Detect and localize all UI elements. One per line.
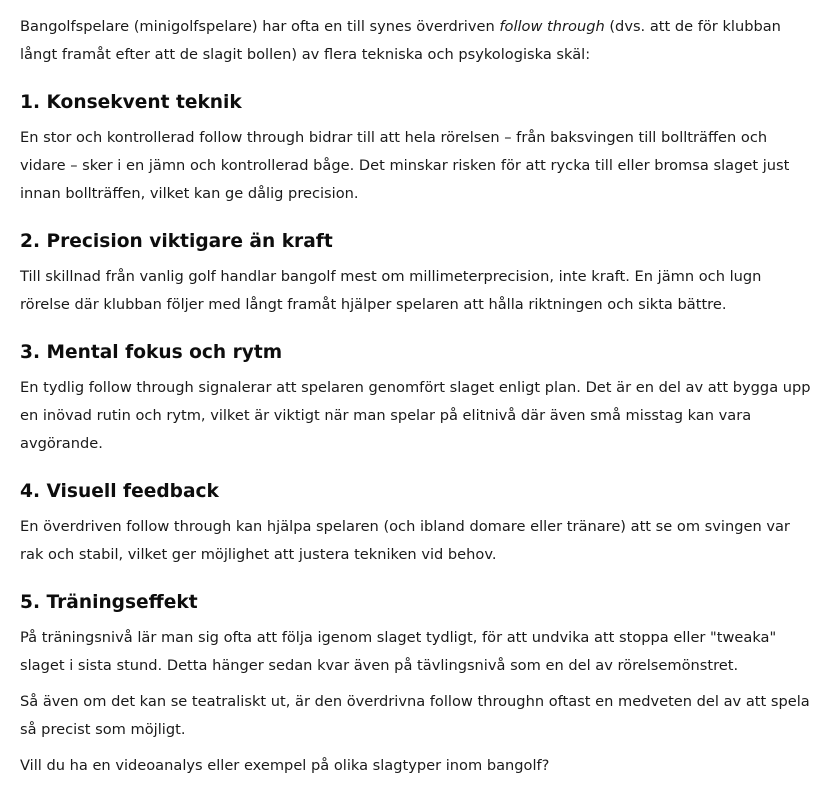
intro-emphasis: follow through bbox=[499, 18, 605, 35]
closing-summary: Så även om det kan se teatraliskt ut, är den överdrivna follow throughn oftast en medveten del av att spela så precist som möjligt. bbox=[20, 693, 810, 738]
section-heading-5: 5. Träningseffekt bbox=[20, 592, 198, 613]
intro-paragraph bbox=[20, 13, 812, 69]
section-body-5: På träningsnivå lär man sig ofta att följa igenom slaget tydligt, för att undvika att stoppa eller "tweaka" slaget i sista stund. Detta hänger sedan kvar även på tävlingsnivå som en del av rörelsemönstret. bbox=[20, 629, 777, 674]
section-heading-4: 4. Visuell feedback bbox=[20, 481, 219, 502]
intro-text-before: Bangolfspelare (minigolfspelare) har ofta en till synes överdriven bbox=[20, 18, 500, 35]
closing-question: Vill du ha en videoanalys eller exempel på olika slagtyper inom bangolf? bbox=[20, 757, 550, 774]
intro-text-after: (dvs. att de för klubban långt framåt efter att de slagit bollen) av flera tekniska och psykologiska skäl: bbox=[20, 18, 781, 63]
section-body-2: Till skillnad från vanlig golf handlar bangolf mest om millimeterprecision, inte kraft. En jämn och lugn rörelse där klubban följer med långt framåt hjälper spelaren att hålla riktningen och sikta bättre. bbox=[20, 268, 762, 313]
section-body-3: En tydlig follow through signalerar att spelaren genomfört slaget enligt plan. Det är en del av att bygga upp en inövad rutin och rytm, vilket är viktigt när man spelar på elitnivå där även små misstag kan vara avgörande. bbox=[20, 379, 811, 452]
section-body-4: En överdriven follow through kan hjälpa spelaren (och ibland domare eller tränare) att se om svingen var rak och stabil, vilket ger möjlighet att justera tekniken vid behov. bbox=[20, 518, 790, 563]
section-heading-2: 2. Precision viktigare än kraft bbox=[20, 231, 333, 252]
section-heading-1: 1. Konsekvent teknik bbox=[20, 92, 242, 113]
section-heading-3: 3. Mental fokus och rytm bbox=[20, 342, 283, 363]
section-body-1: En stor och kontrollerad follow through bidrar till att hela rörelsen – från baksvingen till bollträffen och vidare – sker i en jämn och kontrollerad båge. Det minskar risken för att rycka till eller bromsa slaget just innan bollträffen, vilket kan ge dålig precision. bbox=[20, 129, 790, 202]
